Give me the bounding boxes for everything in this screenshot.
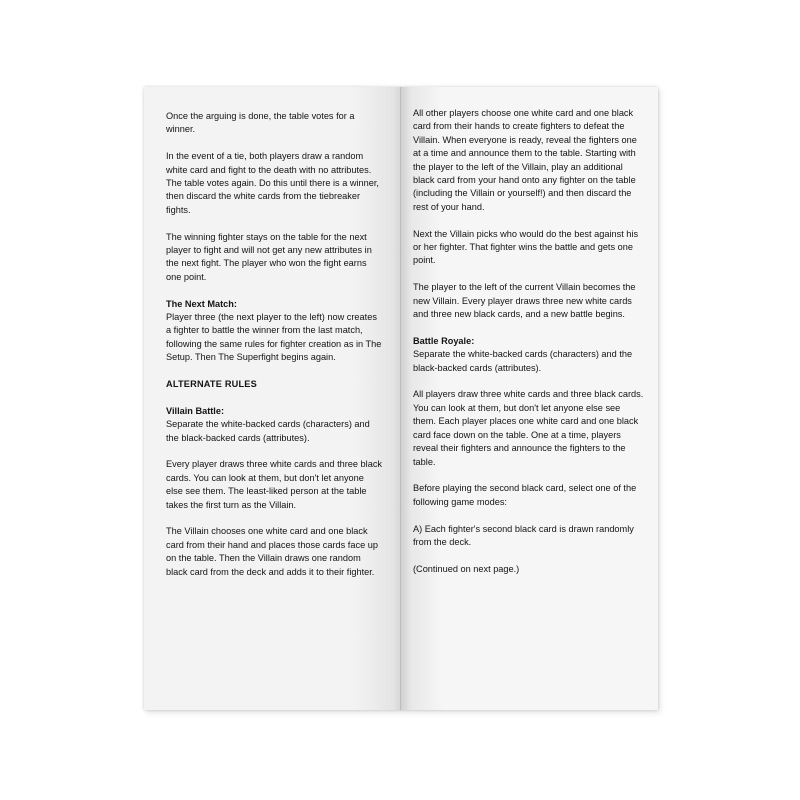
paragraph-villain-picks: Next the Villain picks who would do the best against his or her fighter. That fighter wins the battle and gets one point.: [413, 228, 639, 266]
paragraph-next-match: Player three (the next player to the left) now creates a fighter to battle the winner from the last match, following the same rules for fighter creation as in The Setup. Then The Superfight begins again.: [166, 312, 382, 363]
paragraph-villain-chooses: The Villain chooses one white card and one black card from their hand and places those cards face up on the table. Then the Villain draws one random black card from the deck and adds it to their fighter.: [166, 526, 378, 577]
paragraph-table-votes: Once the arguing is done, the table votes for a winner.: [166, 111, 355, 135]
paragraph-mode-a: A) Each fighter's second black card is drawn randomly from the deck.: [413, 523, 634, 547]
paragraph-battle-royale-setup: Separate the white-backed cards (characters) and the black-backed cards (attributes).: [413, 349, 633, 373]
heading-villain-battle: Villain Battle:: [166, 405, 225, 416]
paragraph-tie-rule: In the event of a tie, both players draw a random white card and fight to the death with no attributes. The table votes again. Do this until there is a winner, then discard the white cards from the tiebreaker fights.: [166, 151, 379, 215]
left-page: [144, 87, 401, 710]
paragraph-other-players: All other players choose one white card and one black card from their hands to create fighters to defeat the Villain. When everyone is ready, reveal the fighters one at a time and announce them to the table. Starting with the player to the left of the Villain, play an additional black card from your hand onto any fighter on the table (including the Villain or yourself!) and then discard the rest of your hand.: [413, 108, 637, 212]
rules-booklet: [144, 87, 658, 710]
paragraph-new-villain: The player to the left of the current Villain becomes the new Villain. Every player draws three new white cards and three new black cards, and a new battle begins.: [413, 282, 636, 320]
heading-next-match: The Next Match:: [166, 298, 237, 309]
heading-battle-royale: Battle Royale:: [413, 335, 475, 346]
paragraph-winning-fighter: The winning fighter stays on the table for the next player to fight and will not get any new attributes in the next fight. The player who won the fight earns one point.: [166, 231, 372, 282]
paragraph-game-modes: Before playing the second black card, select one of the following game modes:: [413, 483, 637, 507]
right-page: [401, 87, 658, 710]
heading-alternate-rules: ALTERNATE RULES: [166, 379, 257, 390]
paragraph-villain-battle-setup: Separate the white-backed cards (characters) and the black-backed cards (attributes).: [166, 419, 370, 443]
paragraph-continued: (Continued on next page.): [413, 563, 520, 574]
paragraph-every-player-draws: Every player draws three white cards and three black cards. You can look at them, but don't let anyone else see them. The least-liked person at the table takes the first turn as the Villain.: [166, 459, 383, 510]
paragraph-all-players-draw: All players draw three white cards and three black cards. You can look at them, but don't let anyone else see them. Each player places one white card and one black card face down on the table. One at a time, players reveal their fighters and announce the fighters to the table.: [413, 389, 644, 467]
